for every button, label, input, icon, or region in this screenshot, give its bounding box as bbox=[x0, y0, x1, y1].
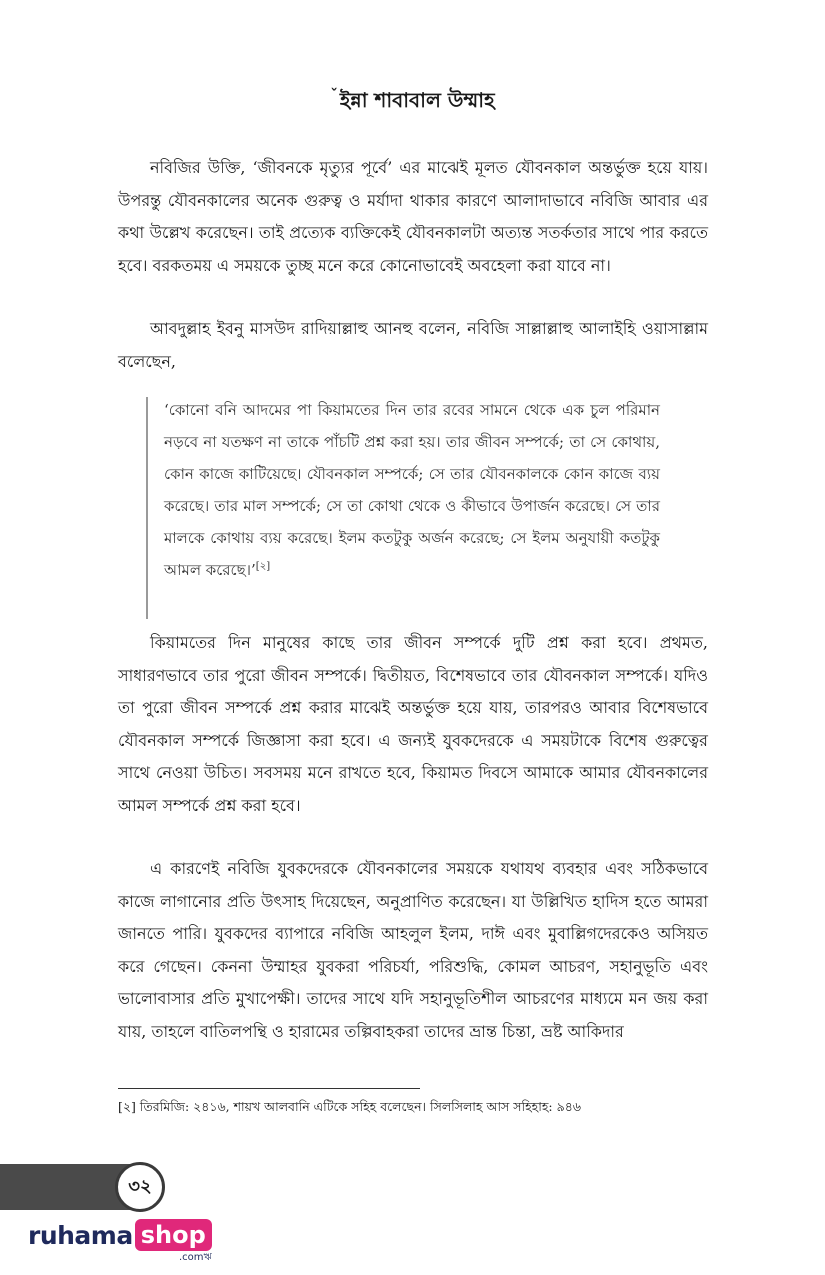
footnote-divider bbox=[118, 1088, 420, 1089]
hadith-quote bbox=[164, 394, 660, 586]
footnote-reference[interactable]: [২] bbox=[255, 561, 271, 572]
paragraph-3: কিয়ামতের দিন মানুষের কাছে তার জীবন সম্পর্কে দুটি প্রশ্ন করা হবে। প্রথমত, সাধারণভাবে তার পুরো জীবন সম্পর্কে। দ্বিতীয়ত, বিশেষভাবে তার যৌবনকাল সম্পর্কে। যদিও তা পুরো জীবন সম্পর্কে প্রশ্ন করার মাঝেই অন্তর্ভুক্ত হয়ে যায়, তারপরও আবার বিশেষভাবে যৌবনকাল সম্পর্কে জিজ্ঞাসা করা হবে। এ জন্যই যুবকদেরকে এ সময়টাকে বিশেষ গুরুত্বের সাথে নেওয়া উচিত। সবসময় মনে রাখতে হবে, কিয়ামত দিবসে আমাকে আমার যৌবনকালের আমল সম্পর্কে প্রশ্ন করা হবে। bbox=[118, 633, 708, 815]
logo-text-shop: shop bbox=[135, 1219, 212, 1251]
paragraph-4: এ কারণেই নবিজি যুবকদেরকে যৌবনকালের সময়কে যথাযথ ব্যবহার এবং সঠিকভাবে কাজে লাগানোর প্রতি উৎসাহ দিয়েছেন, অনুপ্রাণিত করেছেন। যা উল্লিখিত হাদিস হতে আমরা জানতে পারি। যুবকদের ব্যাপারে নবিজি আহলুল ইলম, দাঈ এবং মুবাল্লিগদেরকেও অসিয়ত করে গেছেন। কেননা উম্মাহর যুবকরা পরিচর্যা, পরিশুদ্ধি, কোমল আচরণ, সহানুভূতি এবং ভালোবাসার প্রতি মুখাপেক্ষী। তাদের সাথে যদি সহানুভূতিশীল আচরণের মাধ্যমে মন জয় করা যায়, তাহলে বাতিলপন্থি ও হারামের তল্পিবাহকরা তাদের ভ্রান্ত চিন্তা, ভ্রষ্ট আকিদার bbox=[118, 859, 708, 1041]
logo-text-ruhama: ruhama bbox=[28, 1220, 133, 1250]
quote-bar bbox=[146, 397, 148, 619]
header-title: ইন্না শাবাবাল উম্মাহ bbox=[339, 88, 495, 112]
hadith-quote-text: ‘কোনো বনি আদমের পা কিয়ামতের দিন তার রবের সামনে থেকে এক চুল পরিমান নড়বে না যতক্ষণ না তাকে পাঁচটি প্রশ্ন করা হয়। তার জীবন সম্পর্কে; তা সে কোথায়, কোন কাজে কাটিয়েছে। যৌবনকাল সম্পর্কে; সে তার যৌবনকালকে কোন কাজে ব্যয় করেছে। তার মাল সম্পর্কে; সে তা কোথা থেকে ও কীভাবে উপার্জন করেছে। সে তার মালকে কোথায় ব্যয় করেছে। ইলম কতটুকু অর্জন করেছে; সে ইলম অনুযায়ী কতটুকু আমল করেছে।’ bbox=[164, 401, 660, 579]
ruhamashop-logo bbox=[28, 1215, 212, 1263]
paragraph-1: নবিজির উক্তি, ‘জীবনকে মৃত্যুর পূর্বে’ এর মাঝেই মূলত যৌবনকাল অন্তর্ভুক্ত হয়ে যায়। উপরন্তু যৌবনকালের অনেক গুরুত্ব ও মর্যাদা থাকার কারণে আলাদাভাবে নবিজি আবার এর কথা উল্লেখ করেছেন। তাই প্রত্যেক ব্যক্তিকেই যৌবনকালটা অত্যন্ত সতর্কতার সাথে পার করতে হবে। বরকতময় এ সময়কে তুচ্ছ মনে করে কোনোভাবেই অবহেলা করা যাবে না। bbox=[118, 158, 708, 275]
paragraph-2: আবদুল্লাহ ইবনু মাসউদ রাদিয়াল্লাহু আনহু বলেন, নবিজি সাল্লাল্লাহু আলাইহি ওয়াসাল্লাম বলেছেন, bbox=[118, 319, 708, 371]
footnote: [২] তিরমিজি: ২৪১৬, শায়খ আলবানি এটিকে সহিহ বলেছেন। সিলসিলাহ আস সহিহাহ: ৯৪৬ bbox=[118, 1099, 581, 1114]
header-flourish: ˇ bbox=[330, 86, 338, 104]
logo-shop-badge bbox=[135, 1219, 212, 1263]
running-header bbox=[0, 86, 825, 119]
page-number: ৩২ bbox=[115, 1162, 165, 1212]
logo-text-suffix: .comঋ bbox=[178, 1252, 212, 1263]
